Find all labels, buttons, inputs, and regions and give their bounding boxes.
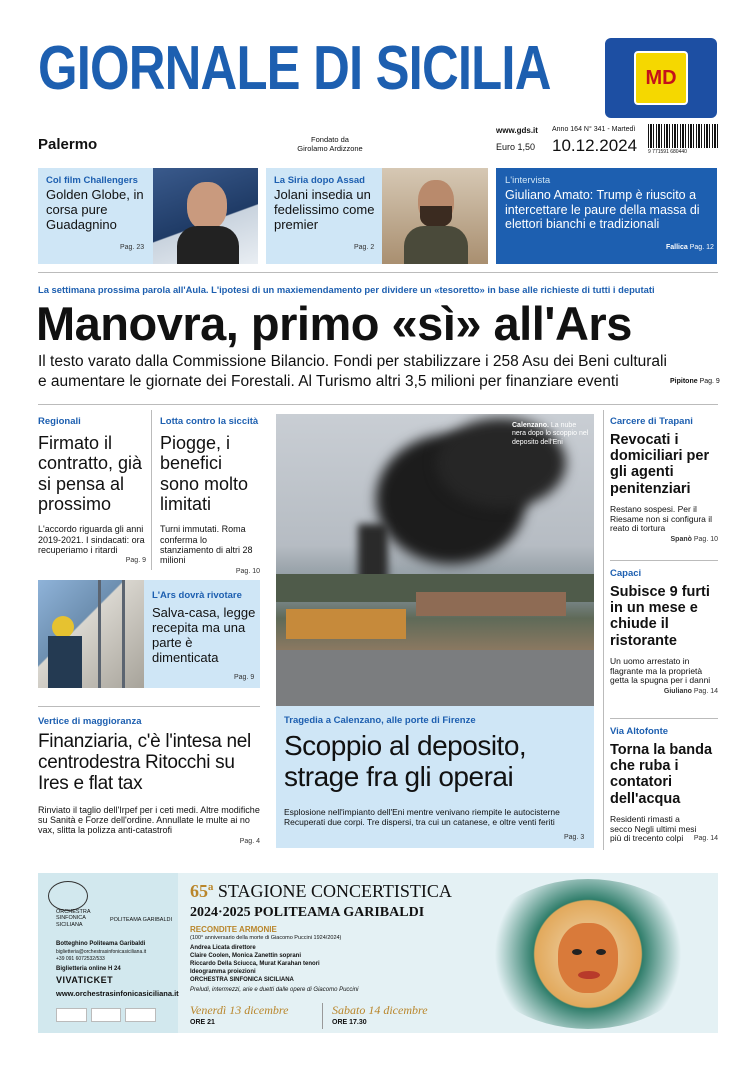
story-page: Pag. 4	[239, 837, 260, 845]
story-siccita[interactable]	[160, 416, 260, 575]
divider	[322, 1003, 323, 1029]
story-calenzano[interactable]	[276, 706, 594, 848]
teaser-intervista[interactable]	[496, 168, 717, 264]
story-page: Pag. 3	[564, 834, 585, 841]
story-kicker: L'Ars dovrà rivotare	[152, 590, 242, 601]
ad-sponsor-logos	[56, 1008, 156, 1022]
story-body: Turni immutati. Roma conferma lo stanziamento di altri 28 milioni	[160, 524, 253, 566]
teaser-kicker: Col film Challengers	[46, 175, 138, 186]
caption-bold: Calenzano.	[512, 422, 549, 429]
teaser-title: Jolani insedia un fedelissimo come premier	[274, 187, 375, 232]
story-kicker: Lotta contro la siccità	[160, 416, 259, 427]
issue-number: Anno 164 N° 341 - Martedì	[552, 126, 636, 133]
calenzano-photo	[276, 414, 594, 706]
story-body: L'accordo riguarda gli anni 2019-2021. I sindacati: ora recuperiamo i ritardi	[38, 524, 145, 555]
lead-kicker: La settimana prossima parola all'Aula. L'ipotesi di un maxiemendamento per dividere un «tesoretto» in base alle richieste di tutti i deputati	[38, 284, 655, 295]
story-title: Firmato il contratto, già si pensa al prossimo	[38, 433, 143, 514]
story-page: Pag. 10	[235, 567, 260, 575]
lead-headline[interactable]: Manovra, primo «sì» all'Ars	[36, 297, 632, 350]
divider	[610, 560, 718, 561]
story-page: Pag. 9	[125, 557, 146, 565]
ad-line5: ORCHESTRA SINFONICA SICILIANA	[190, 977, 294, 983]
jolani-photo	[382, 168, 488, 264]
concert-ad[interactable]	[38, 873, 718, 1033]
caption-text: La nube nera dopo lo scoppio nel deposito dell'Eni	[512, 422, 589, 446]
story-page: Pag. 14	[693, 688, 718, 696]
politeama-logo-text: POLITEAMA GARIBALDI	[109, 917, 173, 923]
divider	[38, 272, 718, 273]
story-regionali[interactable]	[38, 416, 146, 572]
story-kicker: Carcere di Trapani	[610, 416, 693, 427]
ad-line1: Andrea Licata direttore	[190, 945, 256, 951]
teaser-page: Pag. 2	[354, 244, 375, 251]
season-title	[190, 881, 452, 902]
story-page: Pag. 9	[234, 674, 255, 681]
divider	[610, 718, 718, 719]
season-years: 2024·2025 POLITEAMA GARIBALDI	[190, 905, 425, 920]
guadagnino-photo	[153, 168, 258, 264]
story-author: Giuliano	[663, 688, 692, 696]
ad-email: biglietteria@orchestrasinfonicasiciliana.it	[56, 949, 147, 955]
price: Euro 1,50	[496, 142, 536, 152]
story-ars[interactable]	[38, 580, 260, 688]
date-saturday: Sabato 14 dicembre	[332, 1003, 428, 1017]
lead-page: Pag. 9	[699, 378, 720, 385]
ad-line2: Claire Coolen, Monica Zanettin soprani	[190, 953, 302, 959]
program-title: RECONDITE ARMONIE	[190, 925, 277, 934]
ad-online: Biglietteria online H 24	[56, 966, 121, 972]
md-sponsor-logo	[605, 38, 717, 118]
ad-website[interactable]: www.orchestrasinfonicasiciliana.it	[56, 989, 179, 998]
story-title: Torna la banda che ruba i contatori dell'acqua	[610, 742, 713, 807]
orchestra-logo	[48, 881, 88, 911]
lead-subhead: Il testo varato dalla Commissione Bilancio. Fondi per stabilizzare i 258 Asu dei Beni culturali e aumentare le giornate dei Forestali. Al Turismo altri 3,5 milioni per finanziare eventi	[38, 353, 667, 391]
story-title: Subisce 9 furti in un mese e chiude il ristorante	[610, 584, 710, 649]
edition-city: Palermo	[38, 136, 98, 153]
time-saturday: ORE 17.30	[332, 1019, 367, 1026]
ad-line3: Riccardo Della Sciucca, Murat Karahan tenori	[190, 961, 320, 967]
issue-date: 10.12.2024	[552, 136, 638, 155]
teaser-kicker: L'intervista	[505, 175, 551, 186]
scaffold-photo	[38, 580, 144, 688]
teaser-title: Giuliano Amato: Trump è riuscito a intercettare le paure della massa di elettori bianchi e tradizionali	[505, 188, 700, 232]
story-body: Restano sospesi. Per il Riesame non si configura il reato di tortura	[610, 503, 713, 534]
teaser-siria[interactable]	[266, 168, 488, 264]
story-body: Un uomo arrestato in flagrante ma la proprietà getta la spugna per i danni	[610, 655, 711, 686]
divider	[603, 410, 604, 850]
ad-line6: Preludi, intermezzi, arie e duetti dalle opere di Giacomo Puccini	[190, 987, 359, 993]
teaser-challengers[interactable]	[38, 168, 258, 264]
story-title: Finanziaria, c'è l'intesa nel centrodestra Ritocchi su Ires e flat tax	[38, 731, 251, 794]
story-kicker: Tragedia a Calenzano, alle porte di Firenze	[284, 715, 476, 726]
box-office: Botteghino Politeama Garibaldi	[56, 941, 146, 947]
barcode	[648, 124, 718, 148]
teaser-page: Pag. 23	[120, 244, 145, 251]
season-number: 65ª	[190, 881, 214, 901]
story-kicker: Capaci	[610, 568, 642, 579]
teaser-kicker: La Siria dopo Assad	[274, 175, 365, 186]
ad-illustration	[478, 879, 698, 1029]
story-altofonte[interactable]	[610, 726, 718, 842]
barcode-number: 9 771591 680440	[648, 149, 687, 155]
date-friday: Venerdì 13 dicembre	[190, 1003, 289, 1017]
divider	[38, 404, 718, 405]
story-page: Pag. 10	[693, 536, 718, 544]
story-trapani[interactable]	[610, 416, 718, 543]
season-name: STAGIONE CONCERTISTICA	[217, 881, 452, 901]
story-title: Salva-casa, legge recepita ma una parte è dimenticata	[152, 605, 256, 665]
photo-caption	[512, 422, 590, 447]
ad-phone: +39 091 6072532/533	[56, 956, 105, 962]
masthead-title: GIORNALE DI SICILIA	[38, 34, 551, 103]
story-capaci[interactable]	[610, 568, 718, 695]
orchestra-name: ORCHESTRA SINFONICA SICILIANA	[56, 909, 91, 928]
teaser-page: Pag. 12	[689, 244, 714, 251]
story-kicker: Via Altofonte	[610, 726, 669, 737]
founded-by: Fondato da Girolamo Ardizzone	[297, 135, 363, 154]
time-friday: ORE 21	[190, 1019, 215, 1026]
lead-author: Pipitone	[670, 378, 698, 385]
story-title: Revocati i domiciliari per gli agenti penitenziari	[610, 432, 710, 497]
story-author: Spanò	[670, 536, 692, 544]
story-body: Residenti rimasti a secco Negli ultimi mesi più di trecento colpi	[610, 813, 697, 844]
story-kicker: Regionali	[38, 416, 81, 427]
story-headline: Scoppio al deposito, strage fra gli operai	[284, 730, 527, 793]
ad-line4: Ideogramma proiezioni	[190, 969, 256, 975]
vivaticket-logo: VIVATICKET	[56, 975, 114, 985]
teaser-title: Golden Globe, in corsa pure Guadagnino	[46, 187, 144, 232]
divider	[151, 410, 152, 570]
teaser-author: Fallica	[666, 244, 688, 251]
story-body: Esplosione nell'impianto dell'Eni mentre venivano riempite le autocisterne Recuperati due corpi. Tre dispersi, tra cui un catanese, e oltre venti feriti	[284, 807, 560, 827]
story-title: Piogge, i benefici sono molto limitati	[160, 433, 249, 514]
anniversary: (100° anniversario della morte di Giacomo Puccini 1924/2024)	[190, 935, 342, 941]
md-logo-mark: MD	[634, 51, 688, 105]
story-finanziaria[interactable]	[38, 716, 260, 845]
story-kicker: Vertice di maggioranza	[38, 716, 142, 727]
story-body: Rinviato il taglio dell'Irpef per i ceti medi. Altre modifiche su Sanità e Forze dell'ordine. Annullate le multe ai no vax, slitta la polizza anti-catastrofi	[38, 804, 260, 836]
website: www.gds.it	[496, 126, 538, 135]
divider	[38, 706, 260, 707]
story-page: Pag. 14	[693, 835, 718, 843]
